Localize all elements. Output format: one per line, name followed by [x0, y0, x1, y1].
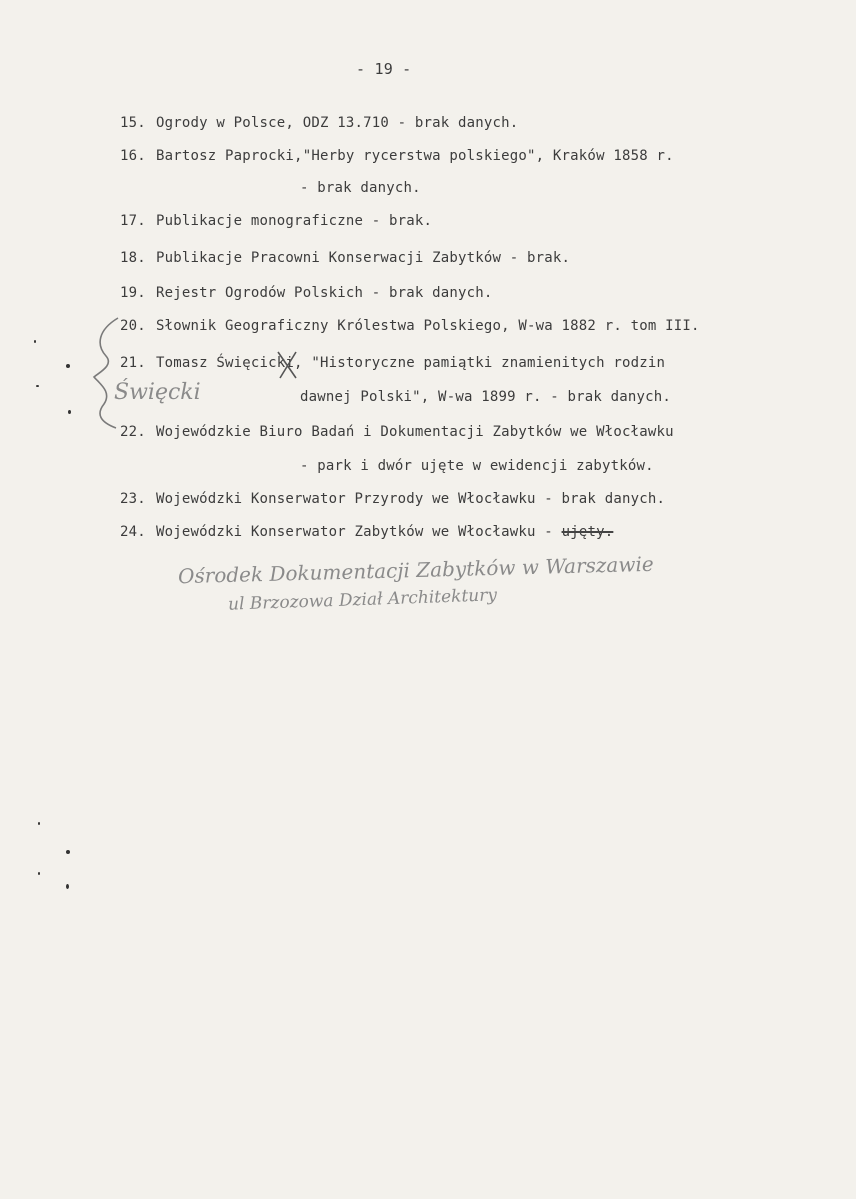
item-text: Tomasz Święcicki, "Historyczne pamiątki znamienitych rodzin — [156, 355, 666, 371]
margin-speck — [68, 410, 71, 414]
margin-speck — [34, 340, 36, 343]
item-text: Bartosz Paprocki,"Herby rycerstwa polskiego", Kraków 1858 r. — [156, 148, 674, 164]
item-number: 17. — [120, 213, 146, 229]
handwritten-note-line1: Ośrodek Dokumentacji Zabytków w Warszawie — [177, 551, 654, 589]
item-number: 24. — [120, 524, 146, 540]
margin-brace-mark — [94, 318, 118, 428]
margin-speck — [66, 884, 69, 889]
margin-speck — [66, 364, 70, 368]
margin-speck — [38, 872, 40, 875]
item-number: 16. — [120, 148, 146, 164]
margin-speck — [36, 385, 39, 387]
strike-cross-mark — [278, 352, 296, 378]
handwritten-note-line2: ul Brzozowa Dział Architektury — [227, 585, 498, 615]
item-number: 22. — [120, 424, 146, 440]
item-text: Publikacje Pracowni Konserwacji Zabytków - brak. — [156, 250, 571, 266]
item-number: 21. — [120, 355, 146, 371]
item-number: 19. — [120, 285, 146, 301]
item-text: Wojewódzki Konserwator Przyrody we Włocławku - brak danych. — [156, 491, 666, 507]
handwritten-margin-note: Święcki — [114, 380, 201, 405]
page-number: - 19 - — [356, 60, 412, 78]
item-text: Publikacje monograficzne - brak. — [156, 213, 433, 229]
item-continuation: - park i dwór ujęte w ewidencji zabytków. — [300, 458, 654, 474]
item-continuation: dawnej Polski", W-wa 1899 r. - brak danych. — [300, 389, 672, 405]
margin-speck — [66, 850, 70, 854]
item-continuation: - brak danych. — [300, 180, 421, 196]
item-text: Wojewódzki Konserwator Zabytków we Włocławku - — [156, 524, 562, 540]
margin-speck — [38, 822, 40, 825]
item-text: Ogrody w Polsce, ODZ 13.710 - brak danych. — [156, 115, 519, 131]
struck-text: ujęty. — [561, 524, 614, 540]
item-text: Rejestr Ogrodów Polskich - brak danych. — [156, 285, 493, 301]
item-number: 20. — [120, 318, 146, 334]
item-number: 18. — [120, 250, 146, 266]
item-text: Wojewódzkie Biuro Badań i Dokumentacji Zabytków we Włocławku — [156, 424, 674, 440]
item-number: 23. — [120, 491, 146, 507]
item-number: 15. — [120, 115, 146, 131]
item-text: Słownik Geograficzny Królestwa Polskiego, W-wa 1882 r. tom III. — [156, 318, 700, 334]
